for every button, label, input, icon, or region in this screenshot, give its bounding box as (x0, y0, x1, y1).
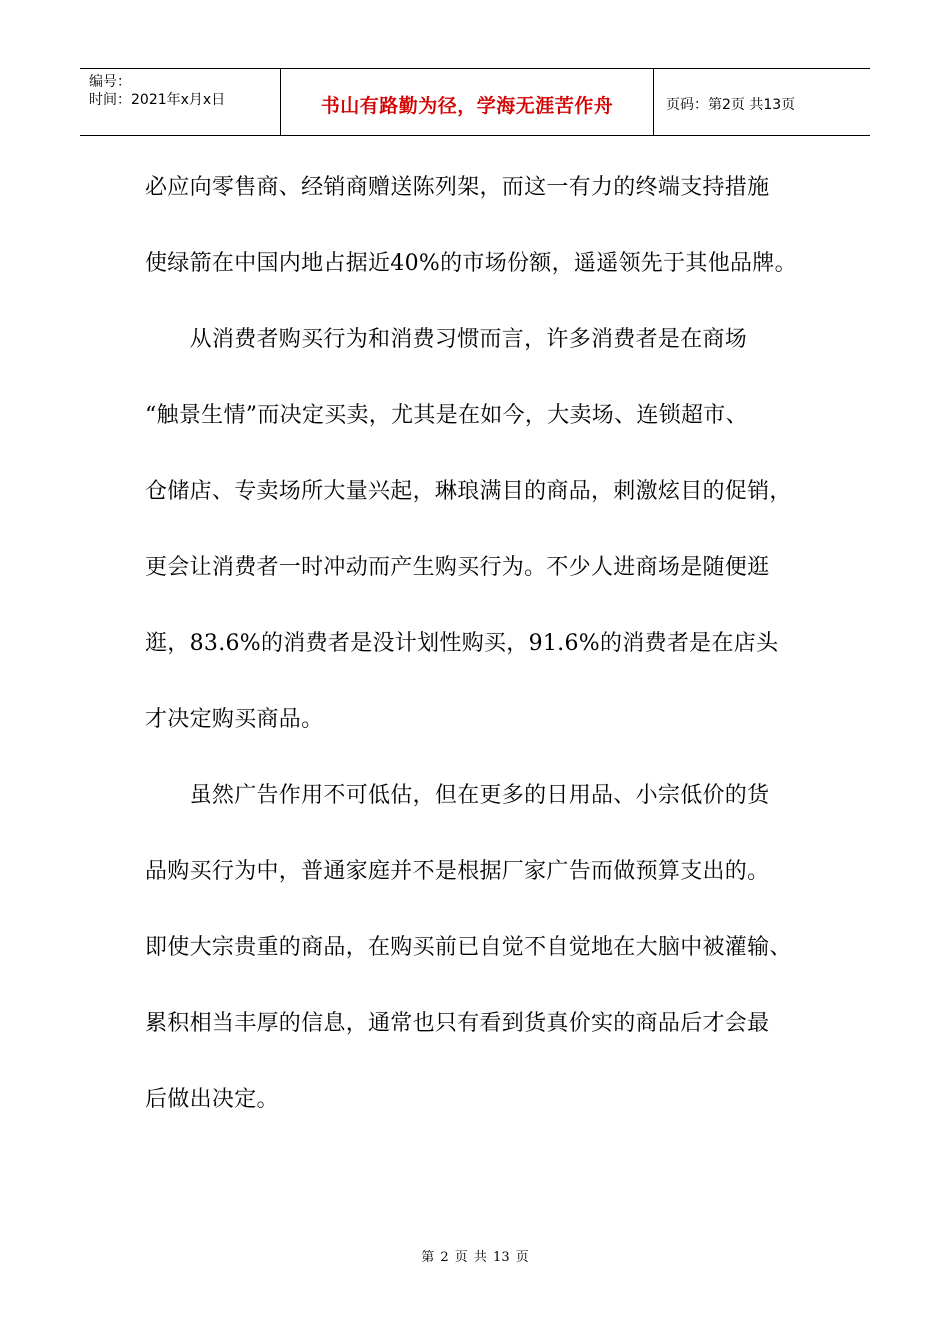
paragraph-line: 仓储店、专卖场所大量兴起，琳琅满目的商品，刺激炫目的促销， (145, 479, 792, 504)
document-number-label: 编号： (89, 74, 131, 90)
header-page-info: 页码：第2页 共13页 (666, 97, 796, 113)
paragraph-line: 累积相当丰厚的信息，通常也只有看到货真价实的商品后才会最 (145, 1011, 770, 1036)
paragraph (145, 304, 825, 760)
header-motto-cell (281, 69, 654, 135)
paragraph-line: 必应向零售商、经销商赠送陈列架，而这一有力的终端支持措施 (145, 175, 770, 200)
paragraph-line: 从消费者购买行为和消费习惯而言，许多消费者是在商场 (145, 327, 748, 352)
document-time-label: 时间：2021年x月x日 (89, 92, 226, 108)
paragraph-line: 使绿箭在中国内地占据近40%的市场份额，遥遥领先于其他品牌。 (145, 251, 797, 276)
paragraph-line: 虽然广告作用不可低估，但在更多的日用品、小宗低价的货 (145, 783, 770, 808)
paragraph-line: 即使大宗贵重的商品，在购买前已自觉不自觉地在大脑中被灌输、 (145, 935, 792, 960)
paragraph (145, 760, 825, 1140)
header-motto: 书山有路勤为径，学海无涯苦作舟 (320, 94, 614, 117)
paragraph-line: 才决定购买商品。 (145, 707, 324, 732)
document-body (145, 152, 825, 1140)
paragraph-line: 品购买行为中，普通家庭并不是根据厂家广告而做预算支出的。 (145, 859, 770, 884)
document-header (80, 68, 870, 136)
header-page-cell (654, 69, 870, 135)
page-footer: 第 2 页 共 13 页 (421, 1250, 529, 1265)
paragraph-line: 后做出决定。 (145, 1087, 279, 1112)
paragraph (145, 152, 825, 304)
paragraph-line: “触景生情”而决定买卖，尤其是在如今，大卖场、连锁超市、 (145, 403, 748, 428)
header-meta-cell (80, 69, 281, 135)
paragraph-line: 逛，83.6%的消费者是没计划性购买，91.6%的消费者是在店头 (145, 631, 779, 656)
paragraph-line: 更会让消费者一时冲动而产生购买行为。不少人进商场是随便逛 (145, 555, 770, 580)
